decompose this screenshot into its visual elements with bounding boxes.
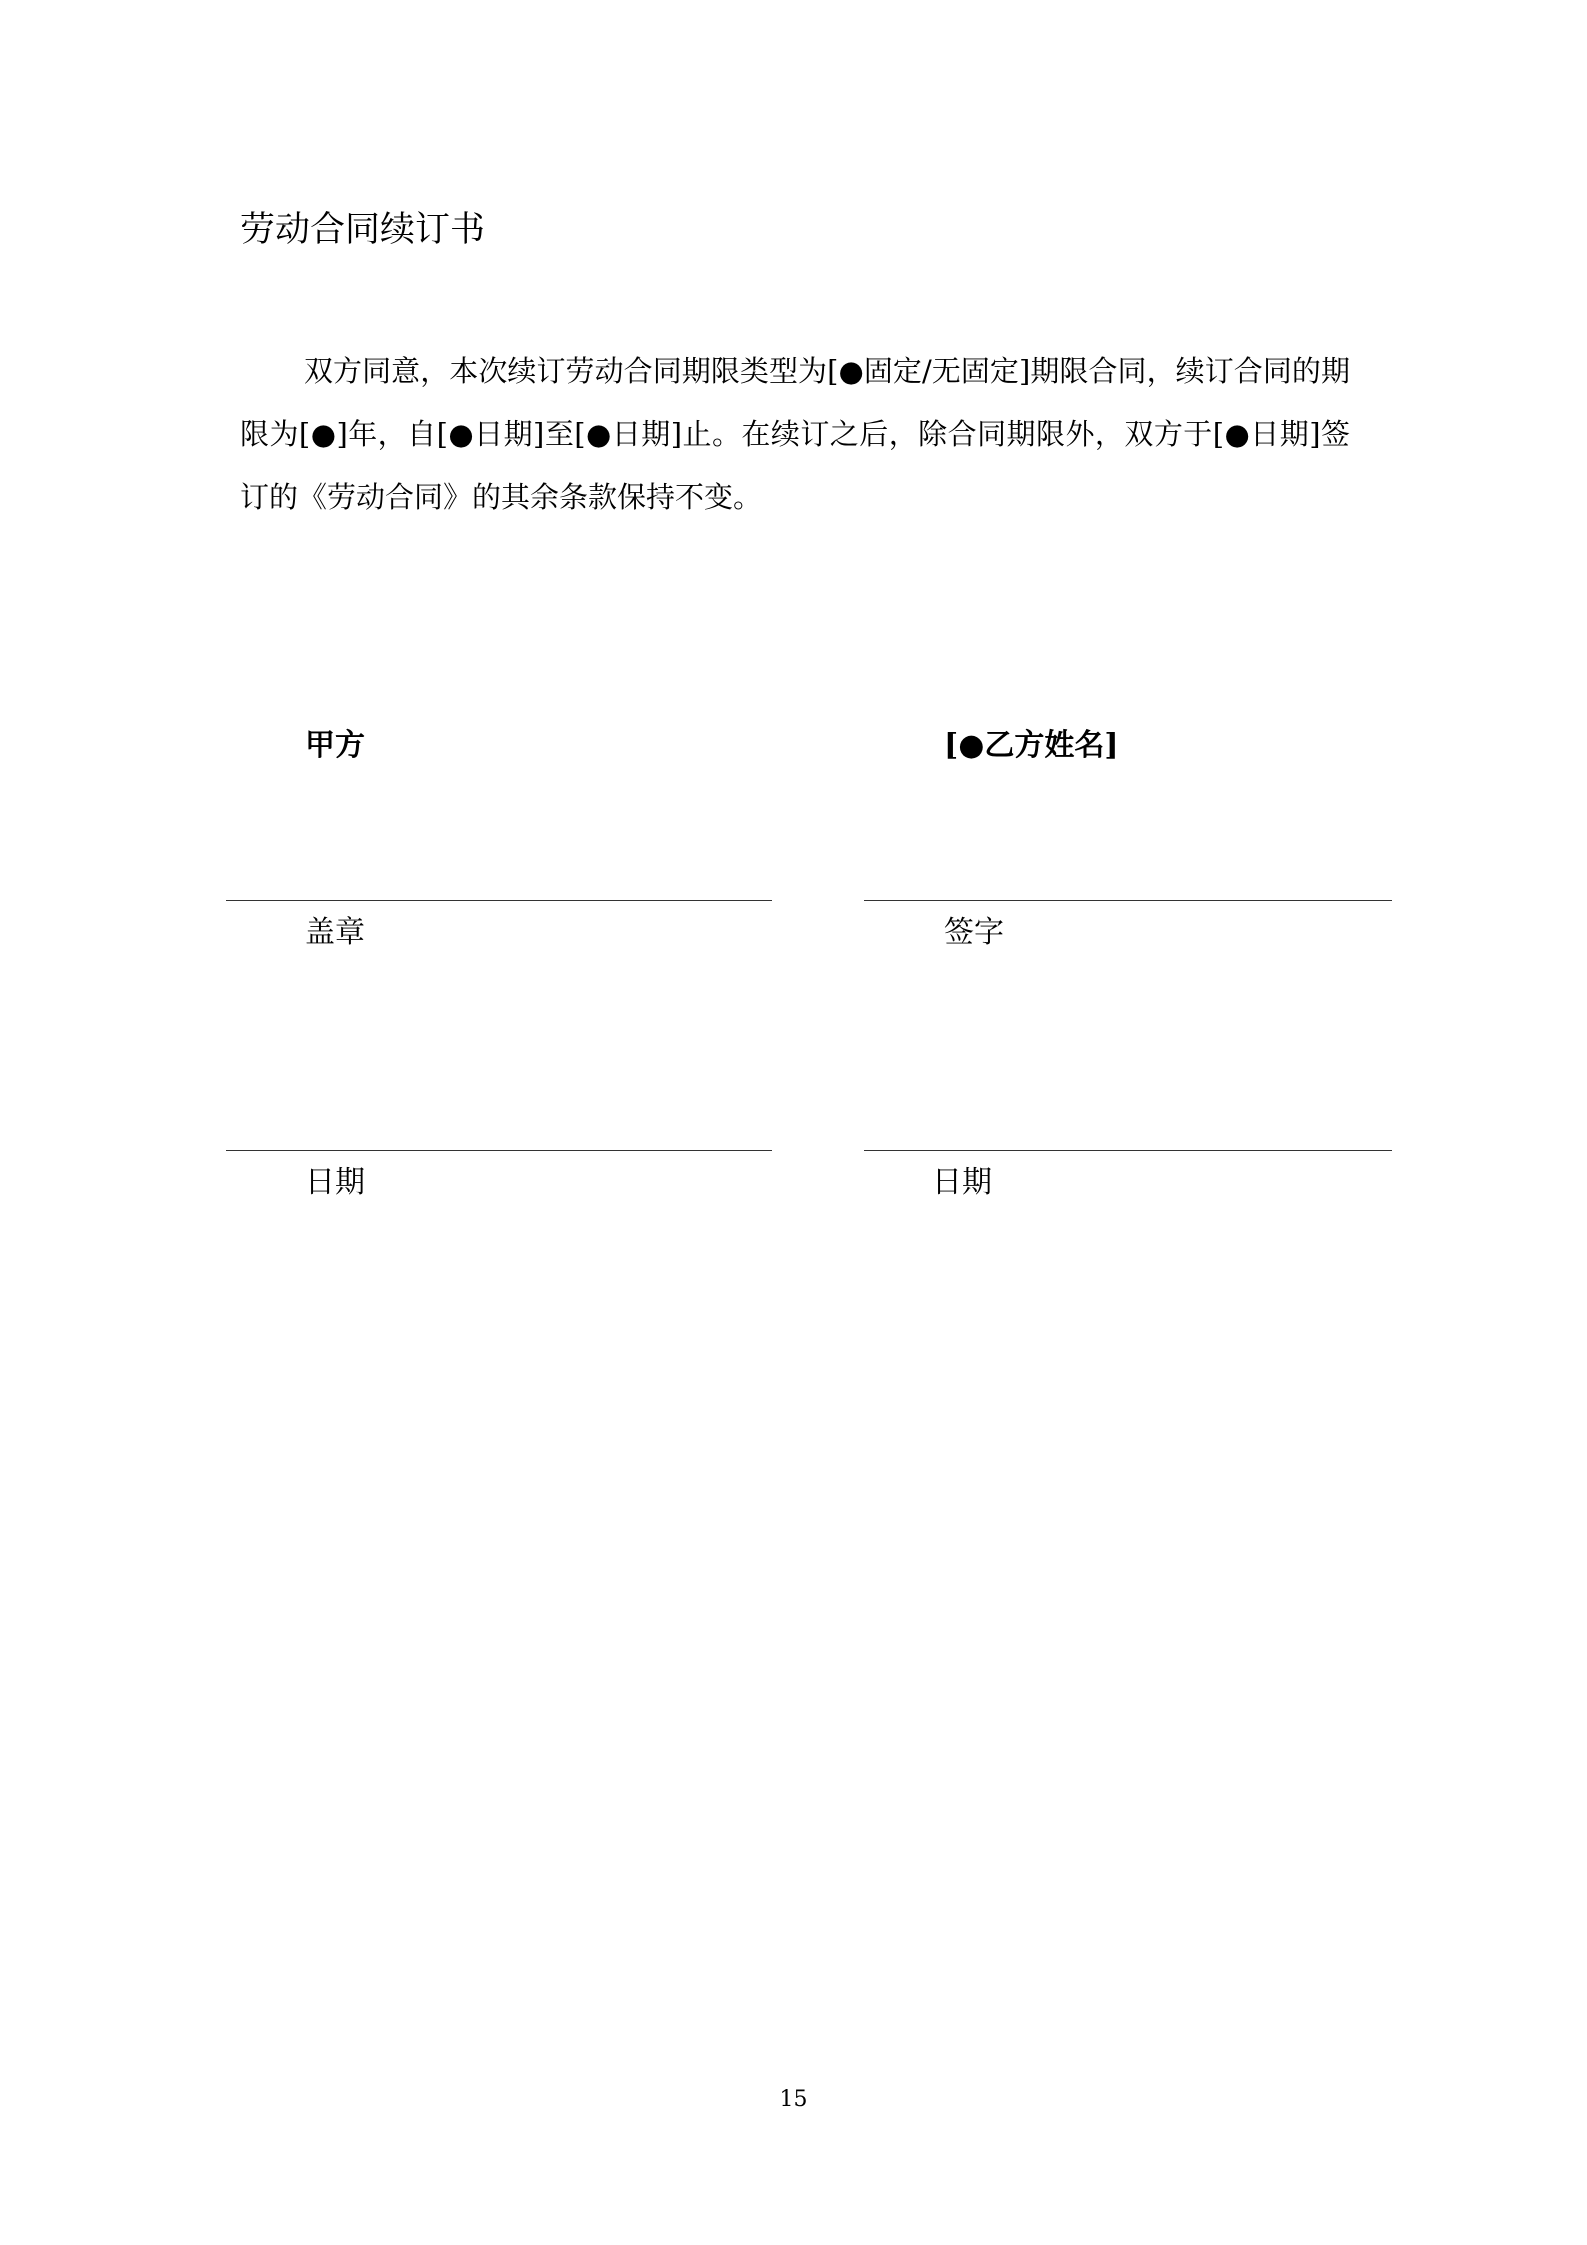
party-a-seal-line	[226, 900, 772, 901]
party-b-sign-label: 签字	[944, 915, 1004, 950]
renewal-paragraph: 双方同意，本次续订劳动合同期限类型为[●固定/无固定]期限合同，续订合同的期限为[●]年，自[●日期]至[●日期]止。在续订之后，除合同期限外，双方于[●日期]签订的《劳动合同》的其余条款保持不变。	[240, 354, 1350, 514]
party-a-label: 甲方	[305, 728, 365, 763]
party-b-signature-line	[864, 900, 1392, 901]
party-a-date-label: 日期	[305, 1165, 365, 1200]
party-a-date-line	[226, 1150, 772, 1151]
party-b-date-line	[864, 1150, 1392, 1151]
page-number: 15	[779, 2087, 808, 2112]
party-b-date-label: 日期	[932, 1165, 992, 1200]
document-title: 劳动合同续订书	[240, 210, 486, 250]
party-a-seal-label: 盖章	[305, 915, 365, 950]
party-b-label: [●乙方姓名]	[944, 728, 1119, 763]
